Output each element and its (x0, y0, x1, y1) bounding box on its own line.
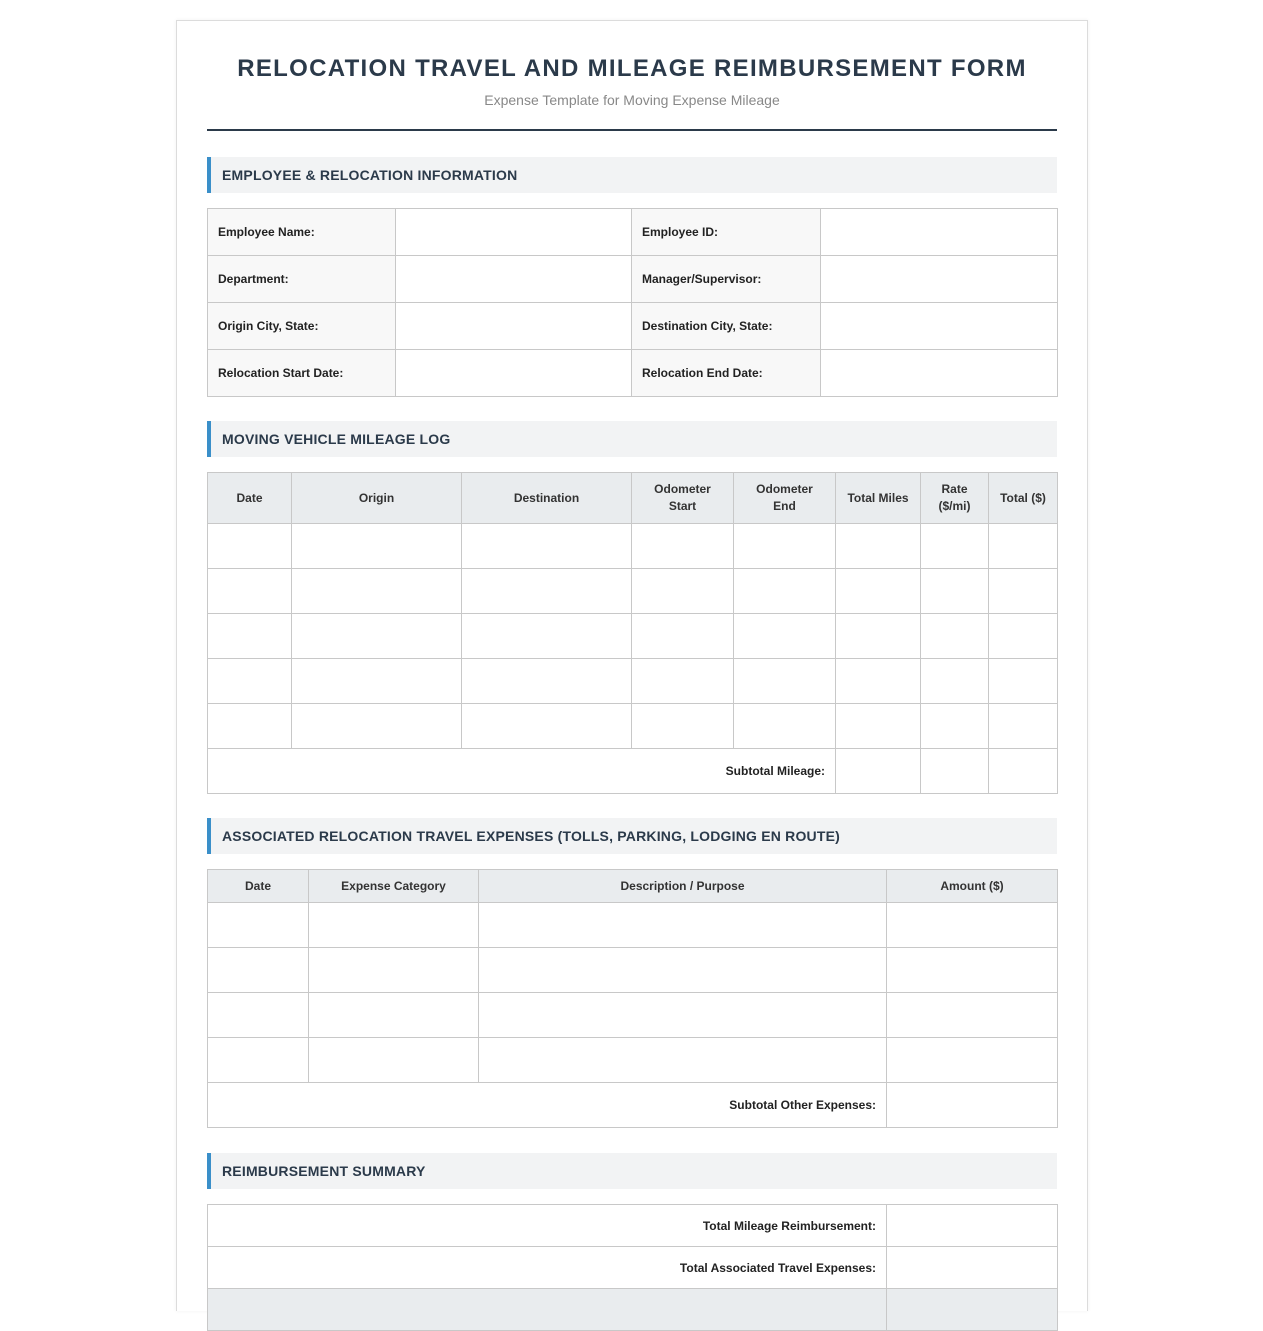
form-sheet (176, 20, 1088, 1311)
expense-entry-cell[interactable] (887, 948, 1058, 993)
table-row (208, 903, 1058, 948)
mileage-entry-cell[interactable] (292, 659, 462, 704)
table-row (208, 209, 1058, 256)
field-label: Destination City, State: (632, 303, 821, 350)
section-expenses-heading: ASSOCIATED RELOCATION TRAVEL EXPENSES (TOLLS, PARKING, LODGING EN ROUTE) (207, 818, 1057, 854)
expense-entry-cell[interactable] (208, 903, 309, 948)
mileage-entry-cell[interactable] (208, 569, 292, 614)
field-label: Origin City, State: (208, 303, 396, 350)
table-row (208, 1038, 1058, 1083)
column-header: Origin (292, 473, 462, 524)
table-row (208, 993, 1058, 1038)
table-row (208, 524, 1058, 569)
mileage-entry-cell[interactable] (292, 524, 462, 569)
subtotal-row (208, 1083, 1058, 1128)
table-row (208, 704, 1058, 749)
expense-entry-cell[interactable] (309, 993, 479, 1038)
expense-entry-cell[interactable] (479, 903, 887, 948)
mileage-entry-cell[interactable] (921, 704, 989, 749)
header-text: Rate ($/mi) (938, 482, 971, 513)
subtotal-expenses-cell[interactable] (887, 1083, 1058, 1128)
expenses-table (207, 869, 1058, 1128)
mileage-entry-cell[interactable] (921, 614, 989, 659)
total-mileage-cell[interactable] (887, 1205, 1058, 1247)
column-header: Total ($) (989, 473, 1058, 524)
expense-rows (208, 903, 1058, 1083)
total-travel-expenses-label: Total Associated Travel Expenses: (208, 1247, 887, 1289)
mileage-entry-cell[interactable] (921, 524, 989, 569)
mileage-entry-cell[interactable] (292, 569, 462, 614)
table-header-row (208, 870, 1058, 903)
total-mileage-label: Total Mileage Reimbursement: (208, 1205, 887, 1247)
mileage-entry-cell[interactable] (989, 569, 1058, 614)
employee-name-field[interactable] (396, 209, 632, 256)
mileage-entry-cell[interactable] (836, 659, 921, 704)
subtotal-rate-cell[interactable] (921, 749, 989, 794)
expense-entry-cell[interactable] (208, 1038, 309, 1083)
summary-total-row-cell[interactable] (887, 1289, 1058, 1331)
table-row (208, 1205, 1058, 1247)
mileage-entry-cell[interactable] (462, 704, 632, 749)
section-employee-heading: EMPLOYEE & RELOCATION INFORMATION (207, 157, 1057, 193)
manager-field[interactable] (821, 256, 1058, 303)
subtotal-miles-cell[interactable] (836, 749, 921, 794)
table-row (208, 569, 1058, 614)
mileage-entry-cell[interactable] (632, 614, 734, 659)
column-header: Date (208, 473, 292, 524)
expense-entry-cell[interactable] (887, 903, 1058, 948)
column-header (632, 473, 734, 524)
column-header: Destination (462, 473, 632, 524)
table-row (208, 1247, 1058, 1289)
mileage-entry-cell[interactable] (734, 614, 836, 659)
table-row (208, 659, 1058, 704)
mileage-entry-cell[interactable] (836, 569, 921, 614)
mileage-entry-cell[interactable] (208, 524, 292, 569)
header-text: Odometer Start (654, 482, 711, 513)
mileage-entry-cell[interactable] (734, 524, 836, 569)
mileage-entry-cell[interactable] (462, 659, 632, 704)
field-label: Relocation Start Date: (208, 350, 396, 397)
form-subtitle: Expense Template for Moving Expense Mileage (484, 92, 780, 108)
header-text: Odometer End (756, 482, 813, 513)
origin-city-field[interactable] (396, 303, 632, 350)
section-summary-heading: REIMBURSEMENT SUMMARY (207, 1153, 1057, 1189)
mileage-entry-cell[interactable] (632, 704, 734, 749)
field-label: Employee ID: (632, 209, 821, 256)
table-row (208, 303, 1058, 350)
mileage-entry-cell[interactable] (632, 569, 734, 614)
mileage-entry-cell[interactable] (462, 614, 632, 659)
table-row (208, 256, 1058, 303)
column-header: Description / Purpose (479, 870, 887, 903)
field-label: Department: (208, 256, 396, 303)
mileage-entry-cell[interactable] (208, 614, 292, 659)
title-divider (207, 129, 1057, 131)
column-header: Total Miles (836, 473, 921, 524)
mileage-entry-cell[interactable] (921, 569, 989, 614)
expense-entry-cell[interactable] (208, 948, 309, 993)
mileage-entry-cell[interactable] (292, 704, 462, 749)
expense-entry-cell[interactable] (208, 993, 309, 1038)
expense-entry-cell[interactable] (887, 993, 1058, 1038)
table-row (208, 614, 1058, 659)
mileage-entry-cell[interactable] (462, 524, 632, 569)
mileage-entry-cell[interactable] (292, 614, 462, 659)
column-header (921, 473, 989, 524)
mileage-entry-cell[interactable] (989, 659, 1058, 704)
mileage-entry-cell[interactable] (734, 569, 836, 614)
column-header (734, 473, 836, 524)
department-field[interactable] (396, 256, 632, 303)
mileage-entry-cell[interactable] (632, 659, 734, 704)
expense-entry-cell[interactable] (309, 948, 479, 993)
field-label: Employee Name: (208, 209, 396, 256)
table-row (208, 948, 1058, 993)
column-header: Amount ($) (887, 870, 1058, 903)
expense-entry-cell[interactable] (309, 1038, 479, 1083)
expense-entry-cell[interactable] (479, 993, 887, 1038)
relocation-start-date-field[interactable] (396, 350, 632, 397)
mileage-log-table (207, 472, 1058, 794)
table-row (208, 1289, 1058, 1331)
column-header: Expense Category (309, 870, 479, 903)
mileage-entry-cell[interactable] (989, 524, 1058, 569)
total-travel-expenses-cell[interactable] (887, 1247, 1058, 1289)
subtotal-expenses-label: Subtotal Other Expenses: (208, 1083, 887, 1128)
mileage-entry-cell[interactable] (632, 524, 734, 569)
employee-id-field[interactable] (821, 209, 1058, 256)
form-title: RELOCATION TRAVEL AND MILEAGE REIMBURSEMENT FORM (237, 55, 1027, 82)
mileage-entry-cell[interactable] (208, 704, 292, 749)
table-header-row (208, 473, 1058, 524)
mileage-entry-cell[interactable] (462, 569, 632, 614)
summary-total-row-label (208, 1289, 887, 1331)
mileage-entry-cell[interactable] (734, 659, 836, 704)
section-mileage-heading: MOVING VEHICLE MILEAGE LOG (207, 421, 1057, 457)
mileage-entry-cell[interactable] (208, 659, 292, 704)
subtotal-total-cell[interactable] (989, 749, 1058, 794)
expense-entry-cell[interactable] (887, 1038, 1058, 1083)
field-label: Manager/Supervisor: (632, 256, 821, 303)
mileage-entry-cell[interactable] (836, 614, 921, 659)
mileage-entry-cell[interactable] (989, 704, 1058, 749)
mileage-rows (208, 524, 1058, 749)
expense-entry-cell[interactable] (309, 903, 479, 948)
summary-table (207, 1204, 1058, 1331)
destination-city-field[interactable] (821, 303, 1058, 350)
mileage-entry-cell[interactable] (734, 704, 836, 749)
employee-info-table (207, 208, 1058, 397)
mileage-entry-cell[interactable] (836, 704, 921, 749)
mileage-entry-cell[interactable] (836, 524, 921, 569)
expense-entry-cell[interactable] (479, 948, 887, 993)
column-header: Date (208, 870, 309, 903)
subtotal-row (208, 749, 1058, 794)
table-row (208, 350, 1058, 397)
relocation-end-date-field[interactable] (821, 350, 1058, 397)
expense-entry-cell[interactable] (479, 1038, 887, 1083)
subtotal-mileage-label: Subtotal Mileage: (208, 749, 836, 794)
mileage-entry-cell[interactable] (921, 659, 989, 704)
mileage-entry-cell[interactable] (989, 614, 1058, 659)
field-label: Relocation End Date: (632, 350, 821, 397)
